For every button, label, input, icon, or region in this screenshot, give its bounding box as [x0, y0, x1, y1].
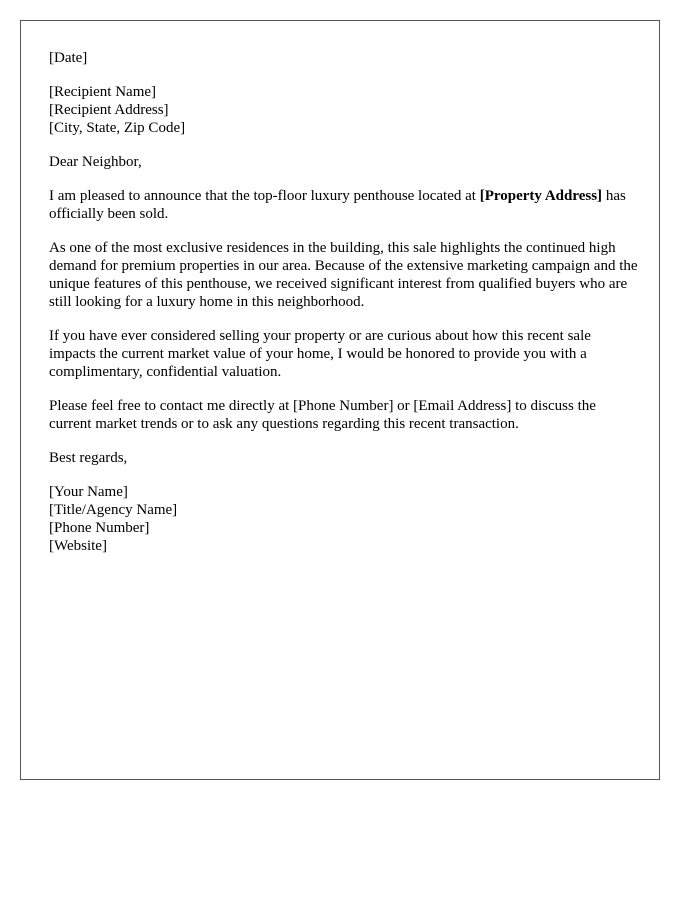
recipient-address: [Recipient Address] [49, 102, 169, 118]
paragraph-announcement [49, 187, 639, 223]
recipient-name: [Recipient Name] [49, 84, 157, 100]
recipient-block [49, 83, 639, 137]
signature-title: [Title/Agency Name] [49, 502, 178, 518]
announcement-text-before: I am pleased to announce that the top-floor luxury penthouse located at [49, 188, 480, 204]
paragraph-contact: Please feel free to contact me directly at [Phone Number] or [Email Address] to discuss the current market trends or to ask any questions regarding this recent transaction. [49, 398, 596, 432]
signature-phone: [Phone Number] [49, 520, 150, 536]
letter-body [49, 49, 639, 571]
paragraph-valuation-offer: If you have ever considered selling your property or are curious about how this recent sale impacts the current market value of your home, I would be honored to provide you with a complimentary, confidential valuation. [49, 328, 591, 380]
letter-date: [Date] [49, 50, 88, 66]
paragraph-demand: As one of the most exclusive residences in the building, this sale highlights the continued high demand for premium properties in our area. Because of the extensive marketing campaign and the unique features of this penthouse, we received significant interest from qualified buyers who are still looking for a luxury home in this neighborhood. [49, 240, 638, 310]
letter-page [20, 20, 660, 780]
signature-block [49, 483, 639, 555]
salutation: Dear Neighbor, [49, 154, 142, 170]
signature-website: [Website] [49, 538, 107, 554]
closing: Best regards, [49, 450, 128, 466]
announcement-text-after: has officially been sold. [49, 188, 626, 222]
recipient-city-state-zip: [City, State, Zip Code] [49, 120, 186, 136]
property-address: [Property Address] [479, 188, 603, 204]
signature-name: [Your Name] [49, 484, 128, 500]
